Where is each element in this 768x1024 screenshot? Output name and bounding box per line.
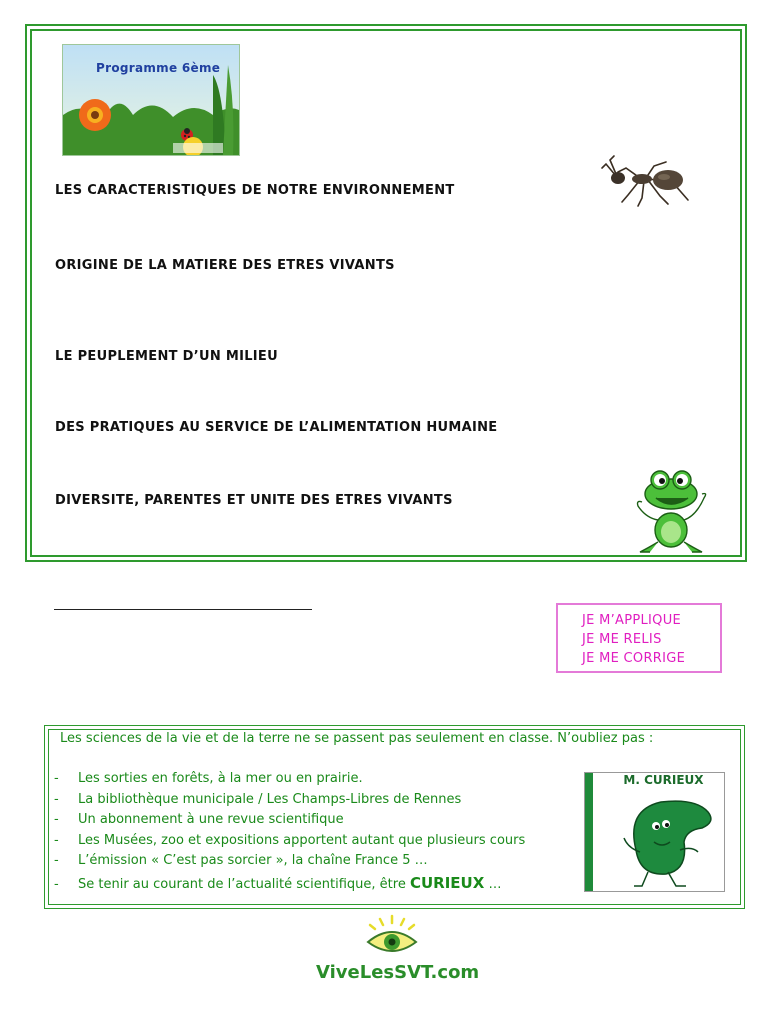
site-logo-text: ViveLesSVT.com	[316, 962, 480, 983]
reminder-apply: JE M’APPLIQUE	[582, 613, 682, 628]
advice-item-text: Les sorties en forêts, à la mer ou en prairie.	[78, 771, 363, 786]
advice-item	[54, 812, 344, 827]
advice-item-text: Se tenir au courant de l’actualité scientifique, être	[78, 877, 406, 892]
topic-food-practices: DES PRATIQUES AU SERVICE DE L’ALIMENTATION HUMAINE	[55, 420, 498, 435]
advice-item	[54, 874, 501, 892]
advice-item	[54, 853, 428, 868]
advice-item-text: L’émission « C’est pas sorcier », la chaîne France 5 …	[78, 853, 428, 868]
mr-curieux-illustration	[606, 790, 722, 890]
curieux-emphasis: CURIEUX	[409, 874, 485, 892]
ant-image	[598, 150, 698, 210]
frog-image	[628, 460, 714, 556]
advice-item	[54, 833, 525, 848]
advice-item	[54, 771, 363, 786]
advice-item-text: La bibliothèque municipale / Les Champs-Libres de Rennes	[78, 792, 462, 807]
reminder-correct: JE ME CORRIGE	[582, 651, 686, 666]
bullet-dash: -	[54, 771, 59, 786]
topic-matter-origin: ORIGINE DE LA MATIERE DES ETRES VIVANTS	[55, 258, 395, 273]
advice-item-text: Les Musées, zoo et expositions apportent autant que plusieurs cours	[78, 833, 526, 848]
eye-icon	[364, 914, 420, 960]
book-title: M. CURIEUX	[623, 773, 704, 787]
topic-environment: LES CARACTERISTIQUES DE NOTRE ENVIRONNEMENT	[55, 183, 455, 198]
advice-item	[54, 792, 461, 807]
bullet-dash: -	[54, 833, 59, 848]
bullet-dash: -	[54, 812, 59, 827]
reminder-reread: JE ME RELIS	[582, 632, 662, 647]
advice-item-ellipsis: …	[488, 877, 502, 892]
topic-milieu-population: LE PEUPLEMENT D’UN MILIEU	[55, 349, 278, 364]
advice-intro: Les sciences de la vie et de la terre ne se passent pas seulement en classe. N’oubliez pas :	[60, 731, 654, 746]
book-spine	[585, 773, 593, 891]
topic-diversity: DIVERSITE, PARENTES ET UNITE DES ETRES VIVANTS	[55, 493, 453, 508]
bullet-dash: -	[54, 792, 59, 807]
banner-title: Programme 6ème	[96, 61, 221, 75]
advice-item-text: Un abonnement à une revue scientifique	[78, 812, 344, 827]
bullet-dash: -	[54, 877, 59, 892]
bullet-dash: -	[54, 853, 59, 868]
name-underline	[54, 609, 312, 610]
